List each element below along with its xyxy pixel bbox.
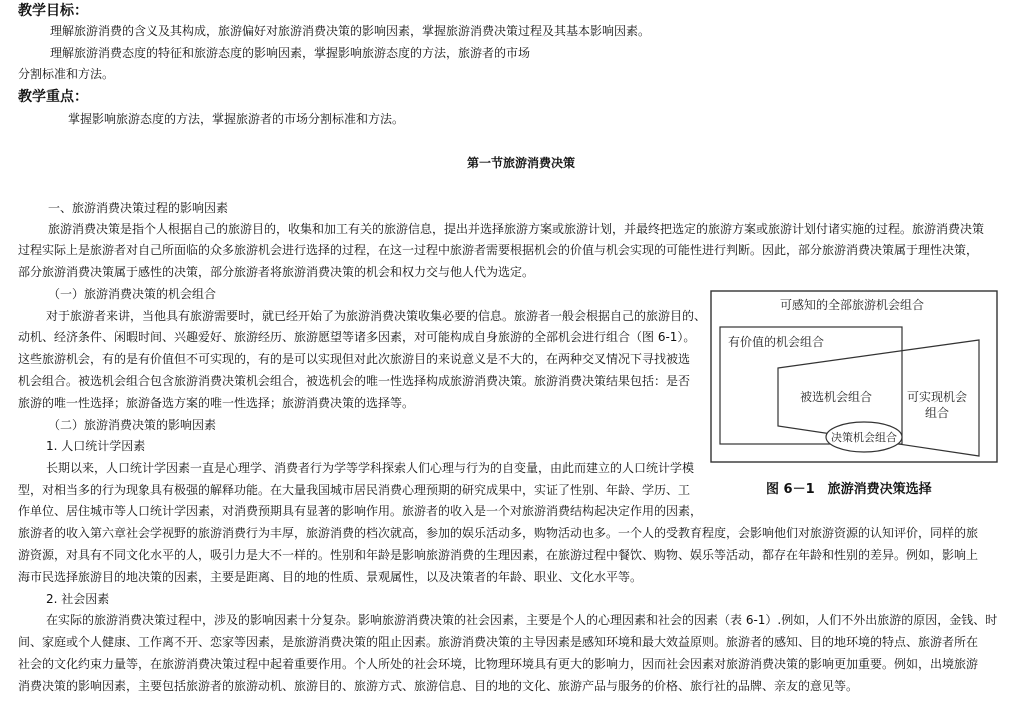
perceived-set-label: 可感知的全部旅游机会组合 bbox=[779, 298, 925, 312]
item1-heading: 1. 人口统计学因素 bbox=[46, 439, 146, 453]
item1-para-line-6: 海市民选择旅游目的地决策的因素，主要是距离、目的地的性质、景观属性，以及决策者的年龄、职业、文化水平等。 bbox=[18, 570, 643, 584]
sub1-para-line-1: 对于旅游者来讲，当他具有旅游需要时，就已经开始了为旅游消费决策收集必要的信息。旅游者一般会根据自己的旅游目的、 bbox=[46, 309, 707, 323]
objectives-line-2: 理解旅游消费态度的特征和旅游态度的影响因素，掌握影响旅游态度的方法，旅游者的市场 bbox=[50, 46, 531, 60]
sub1-para-line-2: 动机、经济条件、闲暇时间、兴趣爱好、旅游经历、旅游愿望等诸多因素，对可能构成自身旅游的全部机会进行组合（图 6-1）。 bbox=[18, 330, 696, 344]
part1-para-line-3: 部分旅游消费决策属于感性的决策，部分旅游者将旅游消费决策的机会和权力交与他人代为选定。 bbox=[18, 265, 535, 279]
decision-set-label: 决策机会组合 bbox=[831, 431, 897, 444]
objectives-line-3: 分割标准和方法。 bbox=[18, 67, 115, 81]
item2-para-line-4: 消费决策的影响因素，主要包括旅游者的旅游动机、旅游目的、旅游方式、旅游信息、目的地的文化、旅游产品与服务的价格、旅行社的品牌、亲友的意见等。 bbox=[18, 679, 859, 693]
valuable-set-label: 有价值的机会组合 bbox=[728, 335, 825, 349]
objectives-line-1: 理解旅游消费的含义及其构成，旅游偏好对旅游消费决策的影响因素，掌握旅游消费决策过程及其基本影响因素。 bbox=[50, 24, 651, 38]
item2-para-line-3: 社会的文化约束力量等，在旅游消费决策过程中起着重要作用。个人所处的社会环境，比物理环境具有更大的影响力，因而社会因素对旅游消费决策的影响更加重要。例如，出境旅游 bbox=[18, 657, 979, 671]
item2-heading: 2. 社会因素 bbox=[46, 592, 110, 606]
sub1-heading: （一）旅游消费决策的机会组合 bbox=[48, 287, 217, 301]
objectives-heading: 教学目标： bbox=[18, 3, 88, 19]
part1-heading: 一、旅游消费决策过程的影响因素 bbox=[48, 201, 229, 215]
opportunity-diagram bbox=[704, 284, 1000, 476]
key-points-heading: 教学重点： bbox=[18, 89, 88, 105]
item2-para-line-1: 在实际的旅游消费决策过程中，涉及的影响因素十分复杂。影响旅游消费决策的社会因素，主要是个人的心理因素和社会的因素（表 6-1）.例如，人们不外出旅游的原因，金钱、时 bbox=[46, 613, 998, 627]
sub1-para-line-3: 这些旅游机会，有的是有价值但不可实现的，有的是可以实现但对此次旅游目的来说意义是不大的，在两种交叉情况下寻找被选 bbox=[18, 352, 691, 366]
part1-para-line-1: 旅游消费决策是指个人根据自己的旅游目的，收集和加工有关的旅游信息，提出并选择旅游方案或旅游计划，并最终把选定的旅游方案或旅游计划付诸实施的过程。旅游消费决策 bbox=[48, 222, 985, 236]
item1-para-line-2: 型，对相当多的行为现象具有极强的解释功能。在大量我国城市居民消费心理预期的研究成果中，实证了性别、年龄、学历、工 bbox=[18, 483, 691, 497]
item1-para-line-4: 旅游者的收入第六章社会学视野的旅游消费行为丰厚，旅游消费的档次就高，参加的娱乐活动多，购物活动也多。一个人的受教育程度，会影响他们对旅游资源的认知评价，同样的旅 bbox=[18, 526, 979, 540]
candidate-set-label: 被选机会组合 bbox=[799, 390, 873, 404]
part1-para-line-2: 过程实际上是旅游者对自己所面临的众多旅游机会进行选择的过程，在这一过程中旅游者需要根据机会的价值与机会实现的可能性进行判断。因此，部分旅游消费决策属于理性决策， bbox=[18, 243, 979, 257]
sub1-para-line-5: 旅游的唯一性选择；旅游备选方案的唯一性选择；旅游消费决策的选择等。 bbox=[18, 396, 415, 410]
figure-caption: 图 6－1 旅游消费决策选择 bbox=[766, 482, 932, 497]
realizable-set-label-1: 可实现机会 bbox=[906, 390, 968, 404]
item1-para-line-3: 作单位、居住城市等人口统计学因素，对消费预期具有显著的影响作用。旅游者的收入是一个对旅游消费结构起决定作用的因素， bbox=[18, 504, 703, 518]
item1-para-line-1: 长期以来，人口统计学因素一直是心理学、消费者行为学等学科探索人们心理与行为的自变量，由此而建立的人口统计学模 bbox=[46, 461, 695, 475]
sub1-para-line-4: 机会组合。被选机会组合包含旅游消费决策机会组合，被选机会的唯一性选择构成旅游消费决策。旅游消费决策结果包括：是否 bbox=[18, 374, 691, 388]
realizable-set-label-2: 组合 bbox=[924, 406, 950, 420]
item1-para-line-5: 游资源，对具有不同文化水平的人，吸引力是大不一样的。性别和年龄是影响旅游消费的生理因素，在旅游过程中餐饮、购物、娱乐等活动，都存在年龄和性别的差异。例如，影响上 bbox=[18, 548, 979, 562]
key-points-line: 掌握影响旅游态度的方法，掌握旅游者的市场分割标准和方法。 bbox=[68, 112, 405, 126]
section-title: 第一节旅游消费决策 bbox=[467, 156, 576, 170]
sub2-heading: （二）旅游消费决策的影响因素 bbox=[48, 418, 217, 432]
item2-para-line-2: 间、家庭或个人健康、工作离不开、恋家等因素，是旅游消费决策的阻止因素。旅游消费决策的主导因素是感知环境和最大效益原则。旅游者的感知、目的地环境的特点、旅游者所在 bbox=[18, 635, 979, 649]
